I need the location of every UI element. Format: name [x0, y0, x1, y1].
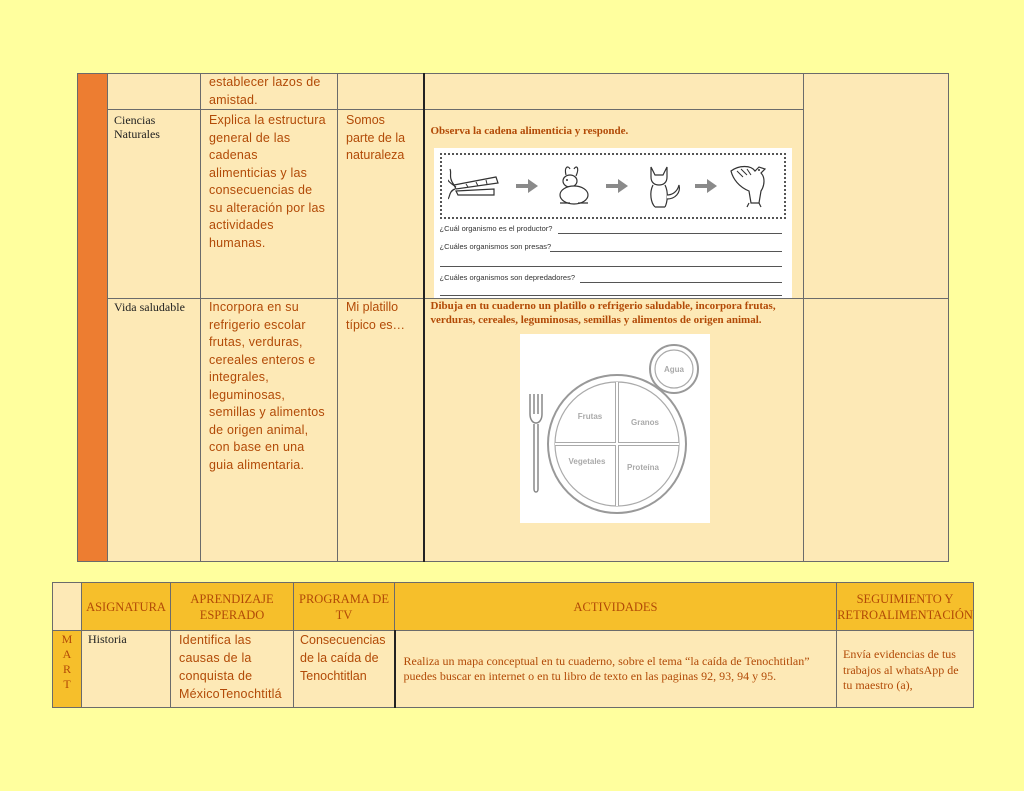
healthy-plate-image	[520, 334, 710, 523]
arrow-right-icon	[695, 179, 717, 193]
question-predators: ¿Cuáles organismos son depredadores?	[439, 273, 575, 282]
answer-line	[550, 251, 782, 252]
subject-cell	[108, 110, 201, 299]
answer-line	[580, 282, 782, 283]
subject-ciencias-naturales: Ciencias Naturales	[114, 113, 160, 141]
answer-line	[440, 266, 782, 267]
learning-text-continued: establecer lazos de amistad.	[209, 75, 321, 107]
activity-cell-empty	[424, 74, 804, 110]
program-consecuencias: Consecuencias de la caída de Tenochtitlan	[300, 633, 386, 683]
arrow-right-icon	[606, 179, 628, 193]
header-activities: ACTIVIDADES	[395, 583, 837, 631]
header-corner	[53, 583, 82, 631]
day-letter: M	[61, 632, 73, 646]
question-producer: ¿Cuál organismo es el productor?	[439, 224, 553, 233]
day-letter: A	[62, 647, 72, 661]
program-cell	[338, 110, 424, 299]
program-cell	[294, 631, 395, 708]
fox-icon	[641, 163, 683, 209]
healthy-plate-instruction: Dibuja en tu cuaderno un platillo o refrigerio saludable, incorpora frutas, verduras, cereales, leguminosas, semillas y alimentos de origen animal.	[430, 300, 776, 326]
rabbit-icon	[550, 165, 594, 207]
question-prey: ¿Cuáles organismos son presas?	[439, 242, 552, 251]
eagle-icon	[729, 163, 777, 209]
subject-cell	[108, 299, 201, 562]
activity-concept-map: Realiza un mapa conceptual en tu cuaderno, sobre el tema “la caída de Tenochtitlan” puedes buscar en internet o en tu libro de texto en las paginas 92, 93, 94 y 95.	[403, 653, 810, 683]
day-letter: R	[62, 662, 71, 676]
top-planning-table	[77, 73, 949, 562]
followup-cell	[837, 631, 974, 708]
followup-cell	[804, 74, 949, 299]
plate-label-water: Agua	[663, 365, 684, 374]
header-learning: APRENDIZAJE ESPERADO	[171, 583, 294, 631]
subject-cell-empty	[108, 74, 201, 110]
food-chain-instruction: Observa la cadena alimenticia y responde.	[430, 125, 629, 137]
activity-cell-food-chain	[424, 110, 804, 299]
plate-label-protein: Proteína	[626, 463, 659, 472]
orange-day-bar	[78, 74, 108, 562]
activity-cell-healthy-plate	[424, 299, 804, 562]
learning-healthy-snack: Incorpora en su refrigerio escolar frutas, verduras, cereales enteros e integrales, leguminosas, semillas y alimentos de origen animal, con base en una guia alimentaria.	[209, 300, 325, 472]
plate-label-fruits: Frutas	[577, 412, 602, 421]
food-chain-frame	[440, 153, 786, 219]
carrot-icon	[448, 167, 504, 205]
plate-label-grains: Granos	[630, 418, 659, 427]
plate-diagram	[520, 334, 710, 523]
learning-conquest-causes: Identifica las causas de la conquista de MéxicoTenochtitlá	[179, 633, 282, 701]
day-label-cell	[53, 631, 82, 708]
learning-cell	[201, 110, 338, 299]
subject-historia: Historia	[88, 632, 127, 646]
subject-vida-saludable: Vida saludable	[114, 300, 185, 314]
arrow-right-icon	[516, 179, 538, 193]
answer-line	[558, 233, 782, 234]
bottom-planning-table	[52, 582, 974, 708]
header-subject: ASIGNATURA	[82, 583, 171, 631]
program-cell-empty	[338, 74, 424, 110]
learning-cell	[171, 631, 294, 708]
fork-icon	[530, 394, 542, 492]
food-chain-worksheet-image	[434, 148, 792, 298]
program-mi-platillo: Mi platillo típico es…	[346, 300, 406, 332]
learning-cell-continued	[201, 74, 338, 110]
followup-cell	[804, 299, 949, 562]
header-followup: SEGUIMIENTO Y RETROALIMENTACIÓN	[837, 583, 974, 631]
subject-cell	[82, 631, 171, 708]
plate-label-vegetables: Vegetales	[568, 457, 605, 466]
learning-food-chains: Explica la estructura general de las cadenas alimenticias y las consecuencias de su alteración por las actividades humanas.	[209, 113, 326, 250]
activity-cell-concept-map	[395, 631, 837, 708]
program-cell	[338, 299, 424, 562]
program-somos-parte: Somos parte de la naturaleza	[346, 113, 406, 162]
followup-whatsapp: Envía evidencias de tus trabajos al whatsApp de tu maestro (a),	[843, 647, 959, 692]
answer-line	[440, 295, 782, 296]
header-program: PROGRAMA DE TV	[294, 583, 395, 631]
day-letter: T	[63, 677, 71, 691]
learning-cell	[201, 299, 338, 562]
